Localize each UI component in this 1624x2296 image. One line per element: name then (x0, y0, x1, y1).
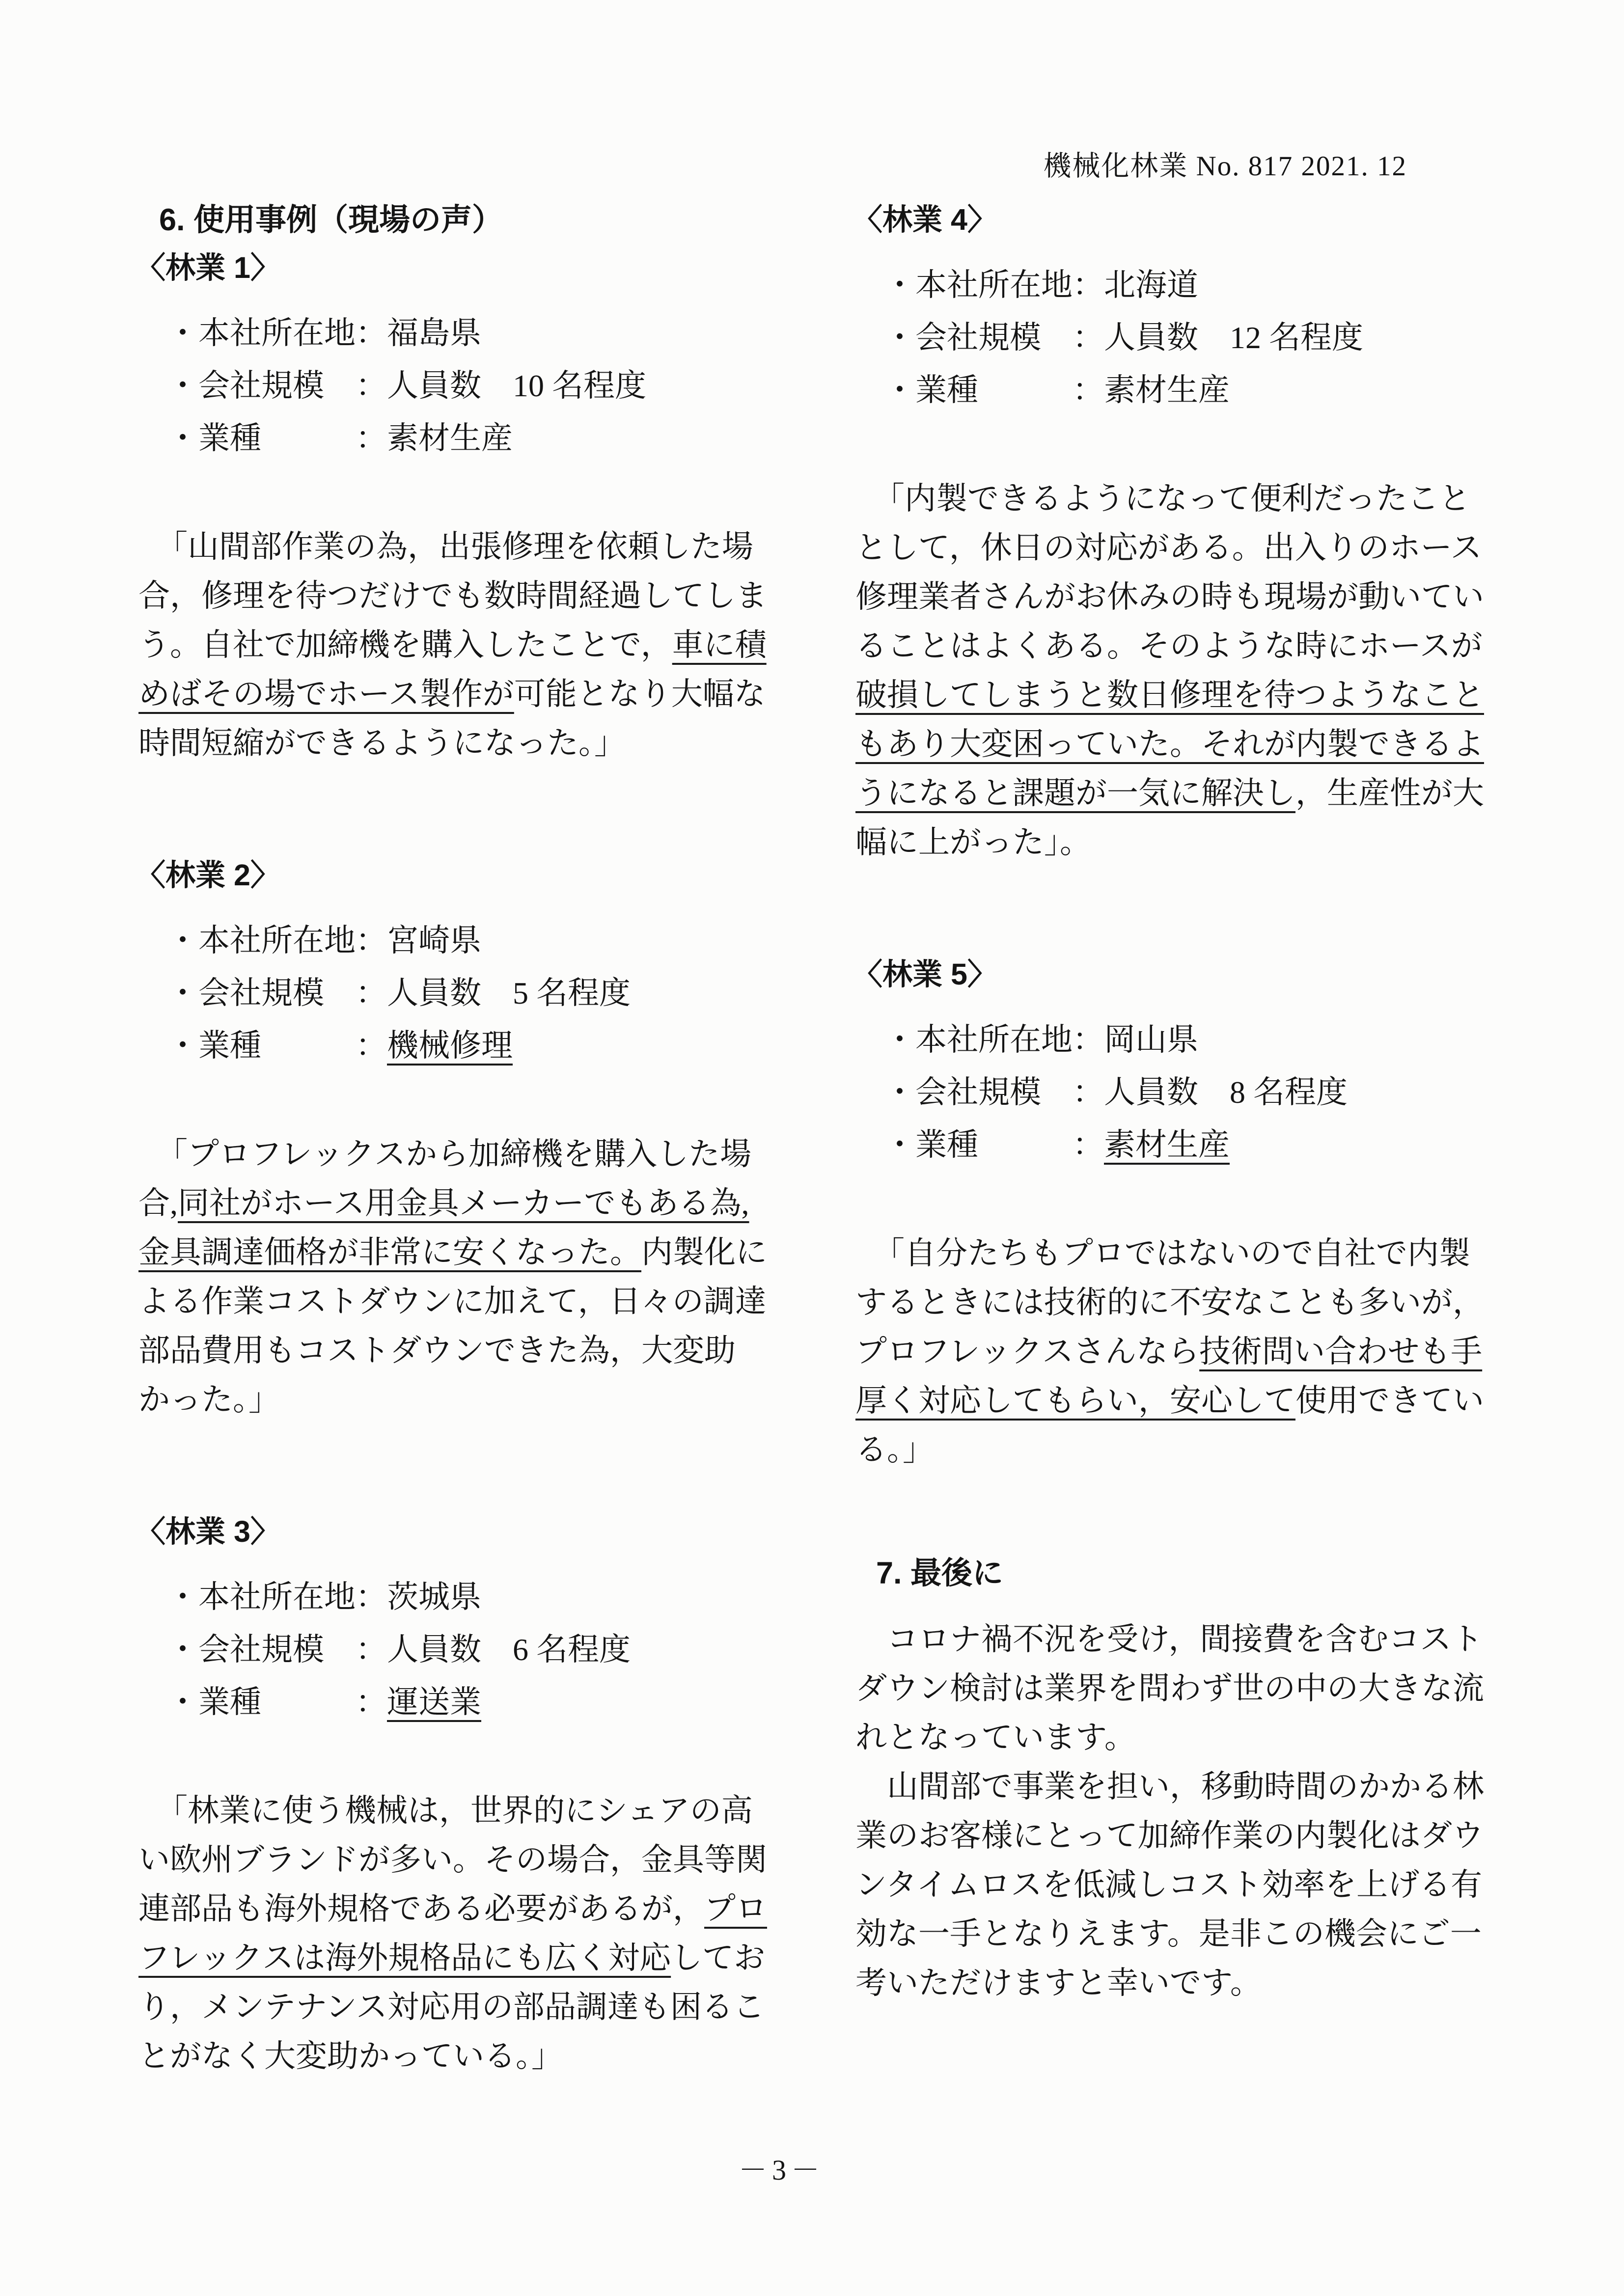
text-segment: 業のお客様にとって加締作業の内製化はダウ (855, 1818, 1484, 1853)
case4-fields (884, 259, 1514, 416)
field-value: 機械修理 (387, 1028, 513, 1063)
field-value: 人員数 12 名程度 (1104, 320, 1363, 355)
text-segment: 使用できてい (1295, 1383, 1484, 1418)
case2-fields (167, 914, 797, 1072)
field-value: 茨城県 (387, 1580, 481, 1614)
text-segment: ，生産性が大 (1295, 776, 1484, 811)
field-value: 北海道 (1104, 268, 1198, 302)
field-value: 人員数 10 名程度 (387, 368, 646, 403)
field-value: 宮崎県 (387, 923, 481, 958)
field-label: ・業種 ： (167, 421, 387, 456)
text-segment: するときには技術的に不安なことも多いが， (855, 1285, 1484, 1320)
text-line (855, 1664, 1514, 1713)
text-line (138, 1228, 797, 1277)
text-line (855, 1860, 1514, 1910)
text-segment: 修理業者さんがお休みの時も現場が動いてい (855, 579, 1484, 614)
text-segment: 可能となり大幅な (514, 677, 766, 711)
case3-fields (167, 1571, 797, 1728)
right-column (855, 199, 1514, 2008)
field-row (884, 364, 1514, 416)
text-segment: 効な一手となりえます。是非この機会にご一 (855, 1916, 1482, 1951)
field-label: ・業種 ： (884, 1127, 1104, 1162)
case3-quote (138, 1786, 797, 2081)
text-line (138, 670, 797, 719)
text-line (855, 1811, 1514, 1860)
text-segment: とがなく大変助かっている。」 (138, 2039, 563, 2074)
text-line (138, 1326, 797, 1375)
text-segment: 「自分たちもプロではないので自社で内製 (873, 1236, 1470, 1271)
field-value: 福島県 (387, 316, 481, 351)
text-segment: 山間部で事業を担い，移動時間のかかる林 (855, 1769, 1484, 1804)
text-line (855, 474, 1514, 523)
text-segment: い欧州ブランドが多い。その場合，金具等関 (138, 1842, 767, 1877)
case2-heading: 〈林業 2〉 (136, 858, 280, 892)
text-segment: コロナ禍不況を受け，間接費を含むコスト (855, 1622, 1483, 1657)
text-segment: る。」 (855, 1432, 934, 1467)
text-line (138, 1885, 797, 1934)
field-label: ・本社所在地： (884, 1022, 1104, 1057)
journal-header: 機械化林業 No. 817 2021. 12 (1043, 151, 1407, 182)
text-segment: 「プロフレックスから加締機を購入した場 (156, 1137, 752, 1172)
text-line (138, 1179, 797, 1228)
left-column (138, 199, 797, 2081)
field-row (884, 1119, 1514, 1171)
text-segment: れとなっています。 (855, 1720, 1136, 1755)
text-line (138, 522, 797, 572)
text-line (138, 2032, 797, 2081)
text-line (855, 1229, 1514, 1278)
field-value: 素材生産 (1104, 1127, 1230, 1162)
field-label: ・本社所在地： (167, 1580, 387, 1614)
field-value: 素材生産 (1104, 373, 1230, 408)
case1-heading: 〈林業 1〉 (136, 251, 280, 284)
underlined-text: 厚く対応してもらい，安心して (855, 1383, 1295, 1418)
field-row (167, 1676, 797, 1728)
text-line (138, 1130, 797, 1179)
text-segment: り，メンテナンス対応用の部品調達も困るこ (138, 1990, 765, 2024)
case3-heading: 〈林業 3〉 (136, 1515, 280, 1548)
field-label: ・会社規模 ： (167, 1632, 387, 1667)
field-label: ・本社所在地： (167, 923, 387, 958)
text-segment: 考いただけますと幸いです。 (855, 1966, 1262, 2000)
text-line (855, 622, 1514, 671)
field-row (167, 412, 797, 465)
field-label: ・会社規模 ： (167, 368, 387, 403)
field-label: ・業種 ： (167, 1685, 387, 1720)
underlined-text: フレックスは海外規格品にも広く対応 (138, 1941, 671, 1975)
underlined-text: うになると課題が一気に解決し (855, 776, 1295, 811)
field-value: 岡山県 (1104, 1022, 1198, 1057)
text-segment: 内製化に (641, 1235, 767, 1270)
field-label: ・会社規模 ： (884, 320, 1104, 355)
text-segment: 連部品も海外規格である必要があるが， (138, 1891, 704, 1926)
text-segment: 合，修理を待つだけでも数時間経過してしま (138, 578, 767, 613)
text-line (138, 1983, 797, 2032)
underlined-text: 車に積 (672, 628, 767, 662)
text-segment: 「内製できるようになって便利だったこと (873, 481, 1470, 516)
case1-fields (167, 307, 797, 465)
text-segment: かった。」 (138, 1382, 280, 1417)
text-segment: 「林業に使う機械は，世界的にシェアの高 (156, 1793, 753, 1828)
text-line (855, 1959, 1514, 2008)
case5-quote (855, 1229, 1514, 1475)
text-segment: 時間短縮ができるようになった。」 (138, 726, 626, 761)
field-value: 運送業 (387, 1685, 481, 1720)
section-6-heading: 6. 使用事例（現場の声） (159, 203, 503, 237)
underlined-text: 同社がホース用金具メーカーでもある為, (178, 1186, 749, 1221)
field-row (167, 1019, 797, 1072)
field-label: ・本社所在地： (884, 268, 1104, 302)
text-line (138, 1786, 797, 1835)
text-segment: う。自社で加締機を購入したことで， (138, 628, 672, 662)
closing-paragraphs (855, 1615, 1514, 2008)
text-line (855, 769, 1514, 818)
field-label: ・本社所在地： (167, 316, 387, 351)
text-segment: してお (671, 1941, 766, 1975)
field-value: 素材生産 (387, 421, 513, 456)
field-value: 人員数 5 名程度 (387, 976, 631, 1011)
underlined-text: プロ (704, 1891, 767, 1926)
field-row (167, 1571, 797, 1623)
underlined-text: めばその場でホース製作が (138, 677, 514, 711)
field-row (167, 914, 797, 967)
underlined-text: もあり大変困っていた。それが内製できるよ (855, 727, 1484, 762)
text-line (138, 1277, 797, 1326)
underlined-text: 金具調達価格が非常に安くなった。 (138, 1235, 641, 1270)
text-line (138, 719, 797, 768)
text-line (138, 621, 797, 670)
text-segment: よる作業コストダウンに加えて，日々の調達 (138, 1284, 767, 1319)
text-line (138, 1375, 797, 1424)
field-row (167, 307, 797, 359)
text-line (855, 573, 1514, 622)
text-segment: ンタイムロスを低減しコスト効率を上げる有 (855, 1867, 1483, 1902)
field-row (884, 1066, 1514, 1119)
field-label: ・業種 ： (884, 373, 1104, 408)
text-line (855, 1910, 1514, 1959)
text-line (855, 523, 1514, 573)
text-segment: 「山間部作業の為，出張修理を依頼した場 (156, 529, 753, 564)
text-line (855, 1327, 1514, 1376)
case5-fields (884, 1013, 1514, 1171)
field-row (884, 311, 1514, 364)
field-label: ・会社規模 ： (884, 1075, 1104, 1110)
text-line (138, 1835, 797, 1885)
field-label: ・業種 ： (167, 1028, 387, 1063)
text-line (855, 1713, 1514, 1762)
text-segment: ることはよくある。そのような時にホースが (855, 629, 1483, 663)
text-segment: ダウン検討は業界を問わず世の中の大きな流 (855, 1671, 1484, 1706)
field-value: 人員数 8 名程度 (1104, 1075, 1348, 1110)
text-segment: 合, (138, 1186, 178, 1221)
field-row (167, 967, 797, 1019)
section-7-heading: 7. 最後に (876, 1556, 1004, 1590)
field-row (167, 359, 797, 412)
text-line (855, 1376, 1514, 1425)
text-line (138, 1934, 797, 1983)
case2-quote (138, 1130, 797, 1424)
text-line (855, 671, 1514, 720)
text-line (855, 1615, 1514, 1664)
text-line (855, 720, 1514, 769)
text-segment: 部品費用もコストダウンできた為，大変助 (138, 1333, 736, 1368)
page-number: －3－ (738, 2154, 825, 2186)
underlined-text: 技術問い合わせも手 (1199, 1334, 1483, 1369)
field-row (884, 259, 1514, 311)
text-line (855, 1278, 1514, 1327)
text-segment: プロフレックスさんなら (855, 1334, 1200, 1369)
field-value: 人員数 6 名程度 (387, 1632, 631, 1667)
text-line (855, 1425, 1514, 1475)
case1-quote (138, 522, 797, 768)
text-segment: 幅に上がった」。 (855, 825, 1091, 860)
text-line (855, 1762, 1514, 1811)
text-segment: として，休日の対応がある。出入りのホース (855, 530, 1482, 565)
case4-heading: 〈林業 4〉 (853, 203, 997, 236)
text-line (855, 818, 1514, 867)
case5-heading: 〈林業 5〉 (853, 957, 997, 991)
text-line (138, 572, 797, 621)
underlined-text: 破損してしまうと数日修理を待つようなこと (855, 678, 1484, 712)
case4-quote (855, 474, 1514, 867)
field-row (884, 1013, 1514, 1066)
field-row (167, 1623, 797, 1676)
field-label: ・会社規模 ： (167, 976, 387, 1011)
